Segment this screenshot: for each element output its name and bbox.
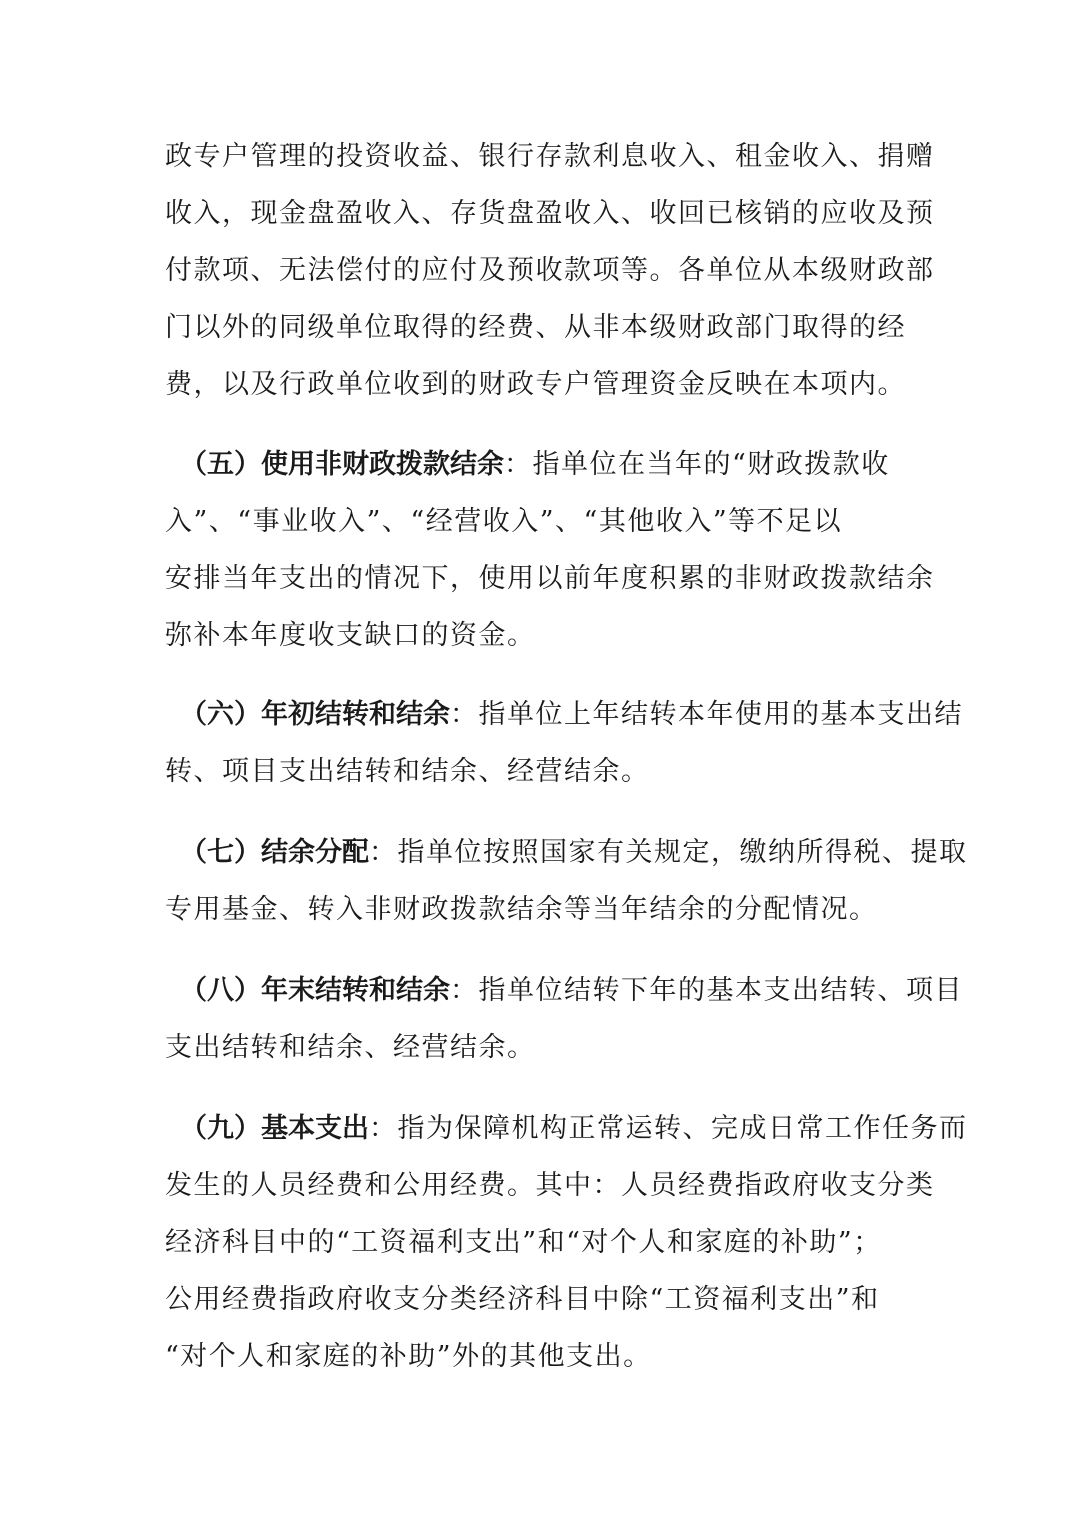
- text-line: 公用经费指政府收支分类经济科目中除“工资福利支出”和: [165, 1284, 880, 1315]
- text-line: 政专户管理的投资收益、银行存款利息收入、租金收入、捐赠: [165, 141, 935, 172]
- text-line: 付款项、无法偿付的应付及预收款项等。各单位从本级财政部: [165, 255, 935, 286]
- text-line: 专用基金、转入非财政拨款结余等当年结余的分配情况。: [165, 894, 878, 925]
- text-line: 转、项目支出结转和结余、经营结余。: [165, 756, 650, 787]
- term-definition: ：指为保障机构正常运转、完成日常工作任务而: [369, 1113, 968, 1144]
- term-label: （七）结余分配: [180, 837, 369, 868]
- text-line: 安排当年支出的情况下，使用以前年度积累的非财政拨款结余: [165, 563, 935, 594]
- term-definition: ：指单位按照国家有关规定，缴纳所得税、提取: [369, 837, 968, 868]
- term-label: （六）年初结转和结余: [180, 699, 450, 730]
- term-definition: ：指单位结转下年的基本支出结转、项目: [450, 975, 963, 1006]
- term-definition: ：指单位上年结转本年使用的基本支出结: [450, 699, 963, 730]
- text-line: 门以外的同级单位取得的经费、从非本级财政部门取得的经: [165, 312, 906, 343]
- text-line-first: [180, 448, 890, 482]
- text-line-first: [180, 698, 963, 732]
- text-line: “对个人和家庭的补助”外的其他支出。: [165, 1341, 652, 1372]
- text-line: 收入，现金盘盈收入、存货盘盈收入、收回已核销的应收及预: [165, 198, 935, 229]
- term-definition: ：指单位在当年的“财政拨款收: [504, 449, 890, 480]
- text-line: 支出结转和结余、经营结余。: [165, 1032, 536, 1063]
- text-line: 发生的人员经费和公用经费。其中：人员经费指政府收支分类: [165, 1170, 935, 1201]
- term-label: （五）使用非财政拨款结余: [180, 449, 504, 480]
- text-line-first: [180, 836, 968, 870]
- text-line: 弥补本年度收支缺口的资金。: [165, 620, 536, 651]
- text-line-first: [180, 974, 963, 1008]
- text-line-first: [180, 1112, 968, 1146]
- term-label: （九）基本支出: [180, 1113, 369, 1144]
- text-line: 入”、“事业收入”、“经营收入”、“其他收入”等不足以: [165, 506, 843, 537]
- term-label: （八）年末结转和结余: [180, 975, 450, 1006]
- text-line: 费，以及行政单位收到的财政专户管理资金反映在本项内。: [165, 369, 906, 400]
- text-line: 经济科目中的“工资福利支出”和“对个人和家庭的补助”；: [165, 1227, 882, 1258]
